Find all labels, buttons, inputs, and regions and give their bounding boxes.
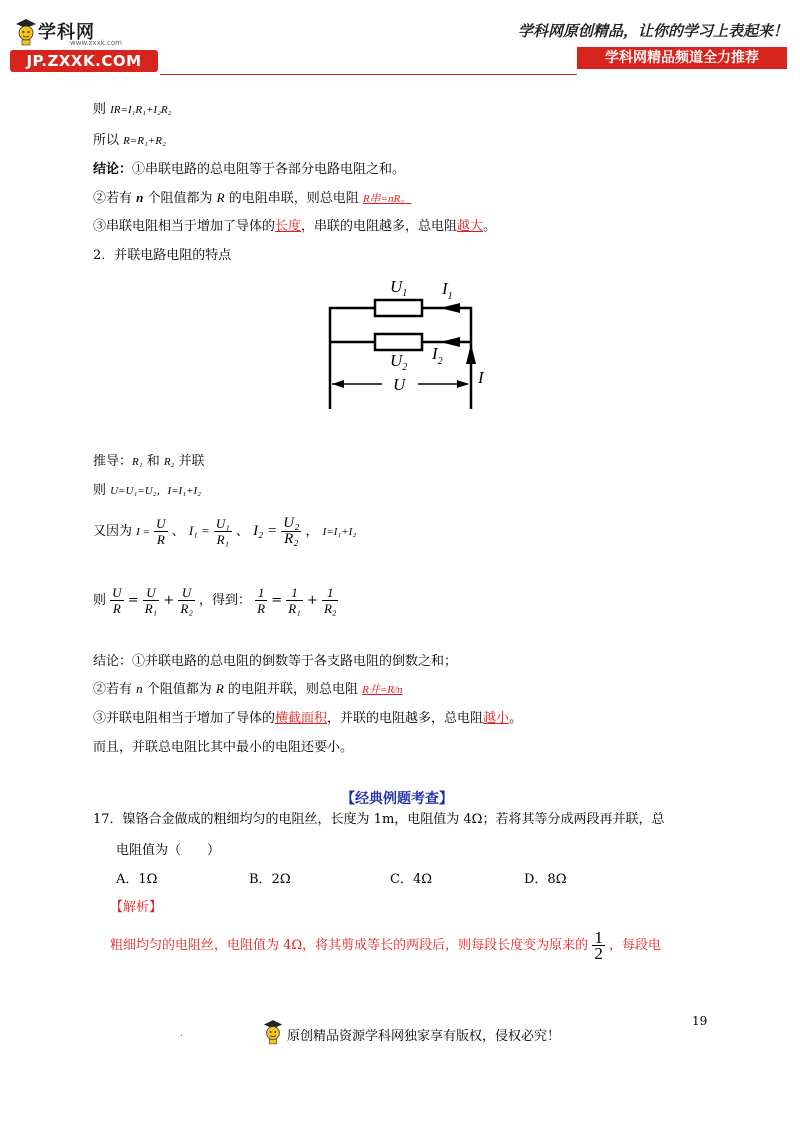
parallel-conclusion-1: 结论：①并联电路的总电阻的倒数等于各支路电阻的倒数之和； (93, 654, 458, 669)
mascot-icon (262, 1018, 284, 1046)
logo-url-small: www.zxxk.com (70, 39, 122, 47)
option-d[interactable]: D．8Ω (524, 872, 567, 887)
parallel-derivation-line-4: 则 $\frac{U}{R}$ = $\frac{U}{\text{R₁}}$ + $\frac{U}{\text{R₂}}$ ，得到： $\frac{1}{R}$ = $\frac{1}{\text{R₁}}$ + $\frac{1}{\text{R₂}}$ (93, 585, 337, 616)
option-c[interactable]: C．4Ω (390, 872, 432, 887)
footer-dot: . (180, 1028, 184, 1039)
parallel-derivation-line-3: 又因为 I = $\frac{U}{R}$ 、 I₁ = $\frac{\text{U₁}}{\text{R₁}}$ 、 I₂ = $\frac{\text{U₂}}{\text{R₂}}$ ， I=I₁+I₂ (93, 515, 357, 547)
header-divider (160, 74, 577, 75)
recommend-banner: 学科网精品频道全力推荐 (577, 47, 787, 69)
fraction-u-over-r: $\frac{U}{R}$ (156, 516, 166, 547)
question-line-1: 17．镍铬合金做成的粗细均匀的电阻丝，长度为 1m，电阻值为 4Ω；若将其等分成两段再并联，总 (93, 812, 665, 827)
option-a[interactable]: A．1Ω (116, 872, 158, 887)
fraction-u1-over-r1: $\frac{\text{U₁}}{\text{R₁}}$ (215, 516, 230, 547)
resistor-r1 (375, 300, 422, 316)
parallel-circuit-diagram (326, 272, 496, 417)
footer-text: 原创精品资源学科网独家享有版权，侵权必究！ (287, 1029, 561, 1044)
parallel-heading: 2．并联电路电阻的特点 (93, 248, 232, 263)
answer-options (116, 868, 616, 888)
answer-blank: 长度 (275, 219, 302, 234)
resistor-r2 (375, 334, 422, 350)
parallel-derivation-line-2: 则 U=U₁=U₂，I=I₁+I₂ (93, 483, 201, 498)
page-number: 19 (692, 1014, 708, 1028)
formula: R=R₁+R₂ (123, 135, 166, 147)
mascot-icon (14, 18, 38, 46)
answer-blank: R并=R/n (362, 684, 403, 696)
conclusion-label: 结论： (93, 162, 133, 177)
answer-blank: R串=nR。 (362, 193, 412, 205)
formula: U=U₁=U₂，I=I₁+I₂ (110, 485, 201, 497)
label-i2: $I_2$ (432, 344, 443, 367)
label-i1: $I_1$ (442, 279, 453, 302)
parallel-conclusion-4: 而且，并联总电阻比其中最小的电阻还要小。 (93, 740, 354, 755)
fraction-one-half: $\frac{1}{2}$ (594, 928, 603, 963)
page-header (0, 0, 800, 80)
parallel-conclusion-2: ②若有 n 个阻值都为 R 的电阻并联，则总电阻 R并=R/n (93, 681, 403, 697)
series-conclusion-3: ③串联电阻相当于增加了导体的长度，串联的电阻越多，总电阻越大。 (93, 219, 497, 234)
logo-name: 学科网 (38, 22, 95, 43)
analysis-label: 【解析】 (110, 900, 163, 915)
label-u: U (393, 375, 406, 394)
question-line-2: 电阻值为（ ） (116, 843, 221, 858)
section-title: 【经典例题考查】 (341, 791, 453, 807)
voltage-arrowhead-right (457, 380, 469, 388)
label-u2: $U_2$ (390, 351, 408, 373)
analysis-text: 粗细均匀的电阻丝，电阻值为 4Ω，将其剪成等长的两段后，则每段长度变为原来的 $\frac{1}{2}$ ，每段电 (110, 928, 661, 963)
parallel-derivation-line-1: 推导：R₁ 和 R₂ 并联 (93, 454, 205, 469)
header-slogan: 学科网原创精品，让你的学习上表起来！ (518, 22, 789, 40)
voltage-arrowhead-left (332, 380, 344, 388)
fraction-u2-over-r2: $\frac{\text{U₂}}{\text{R₂}}$ (283, 515, 300, 547)
series-conclusion-1: 结论：①串联电路的总电阻等于各部分电路电阻之和。 (93, 162, 406, 177)
zxxk-logo[interactable] (10, 18, 160, 74)
answer-blank: 越小 (483, 711, 510, 726)
formula: IR=I₁R₁+I₂R₂ (110, 104, 172, 116)
answer-blank: 横截面积 (275, 711, 328, 726)
series-conclusion-2: ②若有 n 个阻值都为 R 的电阻串联，则总电阻 R串=nR。 (93, 190, 412, 206)
current-arrow-i (466, 344, 476, 364)
current-arrow-i1 (440, 303, 460, 313)
label-i: I (478, 368, 484, 387)
label-u1: $U_1$ (390, 277, 408, 299)
current-arrow-i2 (440, 337, 460, 347)
parallel-conclusion-3: ③并联电阻相当于增加了导体的横截面积，并联的电阻越多，总电阻越小。 (93, 711, 523, 726)
logo-banner: JP.ZXXK.COM (10, 50, 158, 72)
series-derivation-line-1: 则 IR=I₁R₁+I₂R₂ (93, 102, 172, 117)
answer-blank: 越大 (457, 219, 484, 234)
series-derivation-line-2: 所以 R=R₁+R₂ (93, 133, 166, 148)
option-b[interactable]: B．2Ω (249, 872, 291, 887)
